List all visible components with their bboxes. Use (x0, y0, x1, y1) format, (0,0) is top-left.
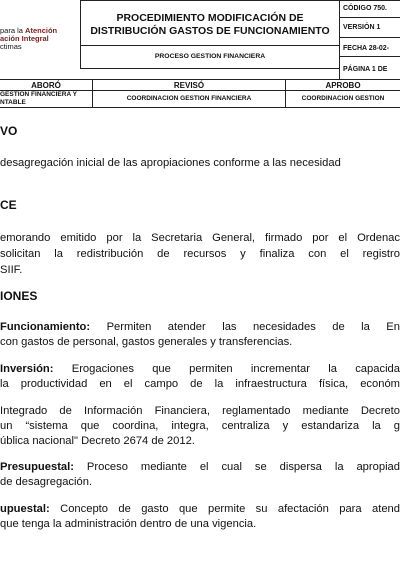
logo-text-bold: Atención (25, 26, 58, 35)
definition-desagregacion-line-2: de desagregación. (0, 476, 93, 488)
reviso-label: REVISÓ (92, 79, 286, 91)
term-rubro: upuestal: (0, 503, 50, 515)
alcance-line-3: SIIF. (0, 264, 23, 276)
alcance-line-2: solicitan la redistribución de recursos y finaliza con el registro (0, 248, 400, 260)
definition-desagregacion-line-1: Presupuestal: Proceso mediante el cual se dispersa la apropiad (0, 461, 400, 473)
document-date: FECHA 28-02- (339, 37, 400, 57)
heading-alcance: CE (0, 198, 17, 212)
title-line-2: DISTRIBUCIÓN GASTOS DE FUNCIONAMIENTO (90, 25, 330, 37)
title-line-1: PROCEDIMIENTO MODIFICACIÓN DE (116, 12, 304, 24)
definition-inversion-line-2: la productividad en el campo de la infraestructura física, económ (0, 378, 400, 390)
elaboro-value: GESTION FINANCIERA Y NTABLE (0, 90, 93, 108)
process-name: PROCESO GESTION FINANCIERA (80, 45, 340, 69)
document-version: VERSIÓN 1 (339, 17, 400, 38)
definition-siif-line-3: ública nacional" Decreto 2674 de 2012. (0, 435, 195, 447)
definition-rubro-line-1: upuestal: Concepto de gasto que permite su afectación para atend (0, 503, 400, 515)
objetivo-text: desagregación inicial de las apropiaciones conforme a las necesidad (0, 157, 341, 169)
definition-funcionamiento-line-1: Funcionamiento: Permiten atender las necesidades de la En (0, 321, 400, 333)
elaboro-label: ABORÓ (0, 79, 93, 91)
page-number: PÁGINA 1 DE (339, 56, 400, 80)
document-body (0, 108, 400, 577)
definition-rubro-line-2: que tenga la administración dentro de una vigencia. (0, 518, 257, 530)
aprobo-label: APROBO (285, 79, 400, 91)
definition-siif-line-1: Integrado de Información Financiera, reglamentado mediante Decreto (0, 405, 400, 417)
logo-text-line3: ctimas (0, 42, 22, 51)
term-funcionamiento: Funcionamiento: (0, 321, 91, 333)
entity-logo (0, 0, 80, 58)
aprobo-value: COORDINACION GESTION (285, 90, 400, 108)
document-title (80, 0, 340, 46)
logo-text-plain: para la (0, 26, 26, 35)
heading-objetivo: VO (0, 124, 18, 138)
reviso-value: COORDINACION GESTION FINANCIERA (92, 90, 286, 108)
document-code: CÓDIGO 750. (339, 0, 400, 18)
term-inversion: Inversión: (0, 363, 54, 375)
definition-inversion-line-1: Inversión: Erogaciones que permiten incrementar la capacida (0, 363, 400, 375)
logo-text-line2: ación Integral (0, 34, 49, 43)
definition-funcionamiento-line-2: con gastos de personal, gastos generales y transferencias. (0, 336, 293, 348)
definition-siif-line-2: un “sistema que coordina, integra, centraliza y estandariza la g (0, 420, 400, 432)
alcance-line-1: emorando emitido por la Secretaria General, firmado por el Ordenac (0, 232, 400, 244)
heading-definiciones: IONES (0, 289, 38, 303)
document-header (0, 0, 400, 108)
term-desagregacion: Presupuestal: (0, 461, 74, 473)
